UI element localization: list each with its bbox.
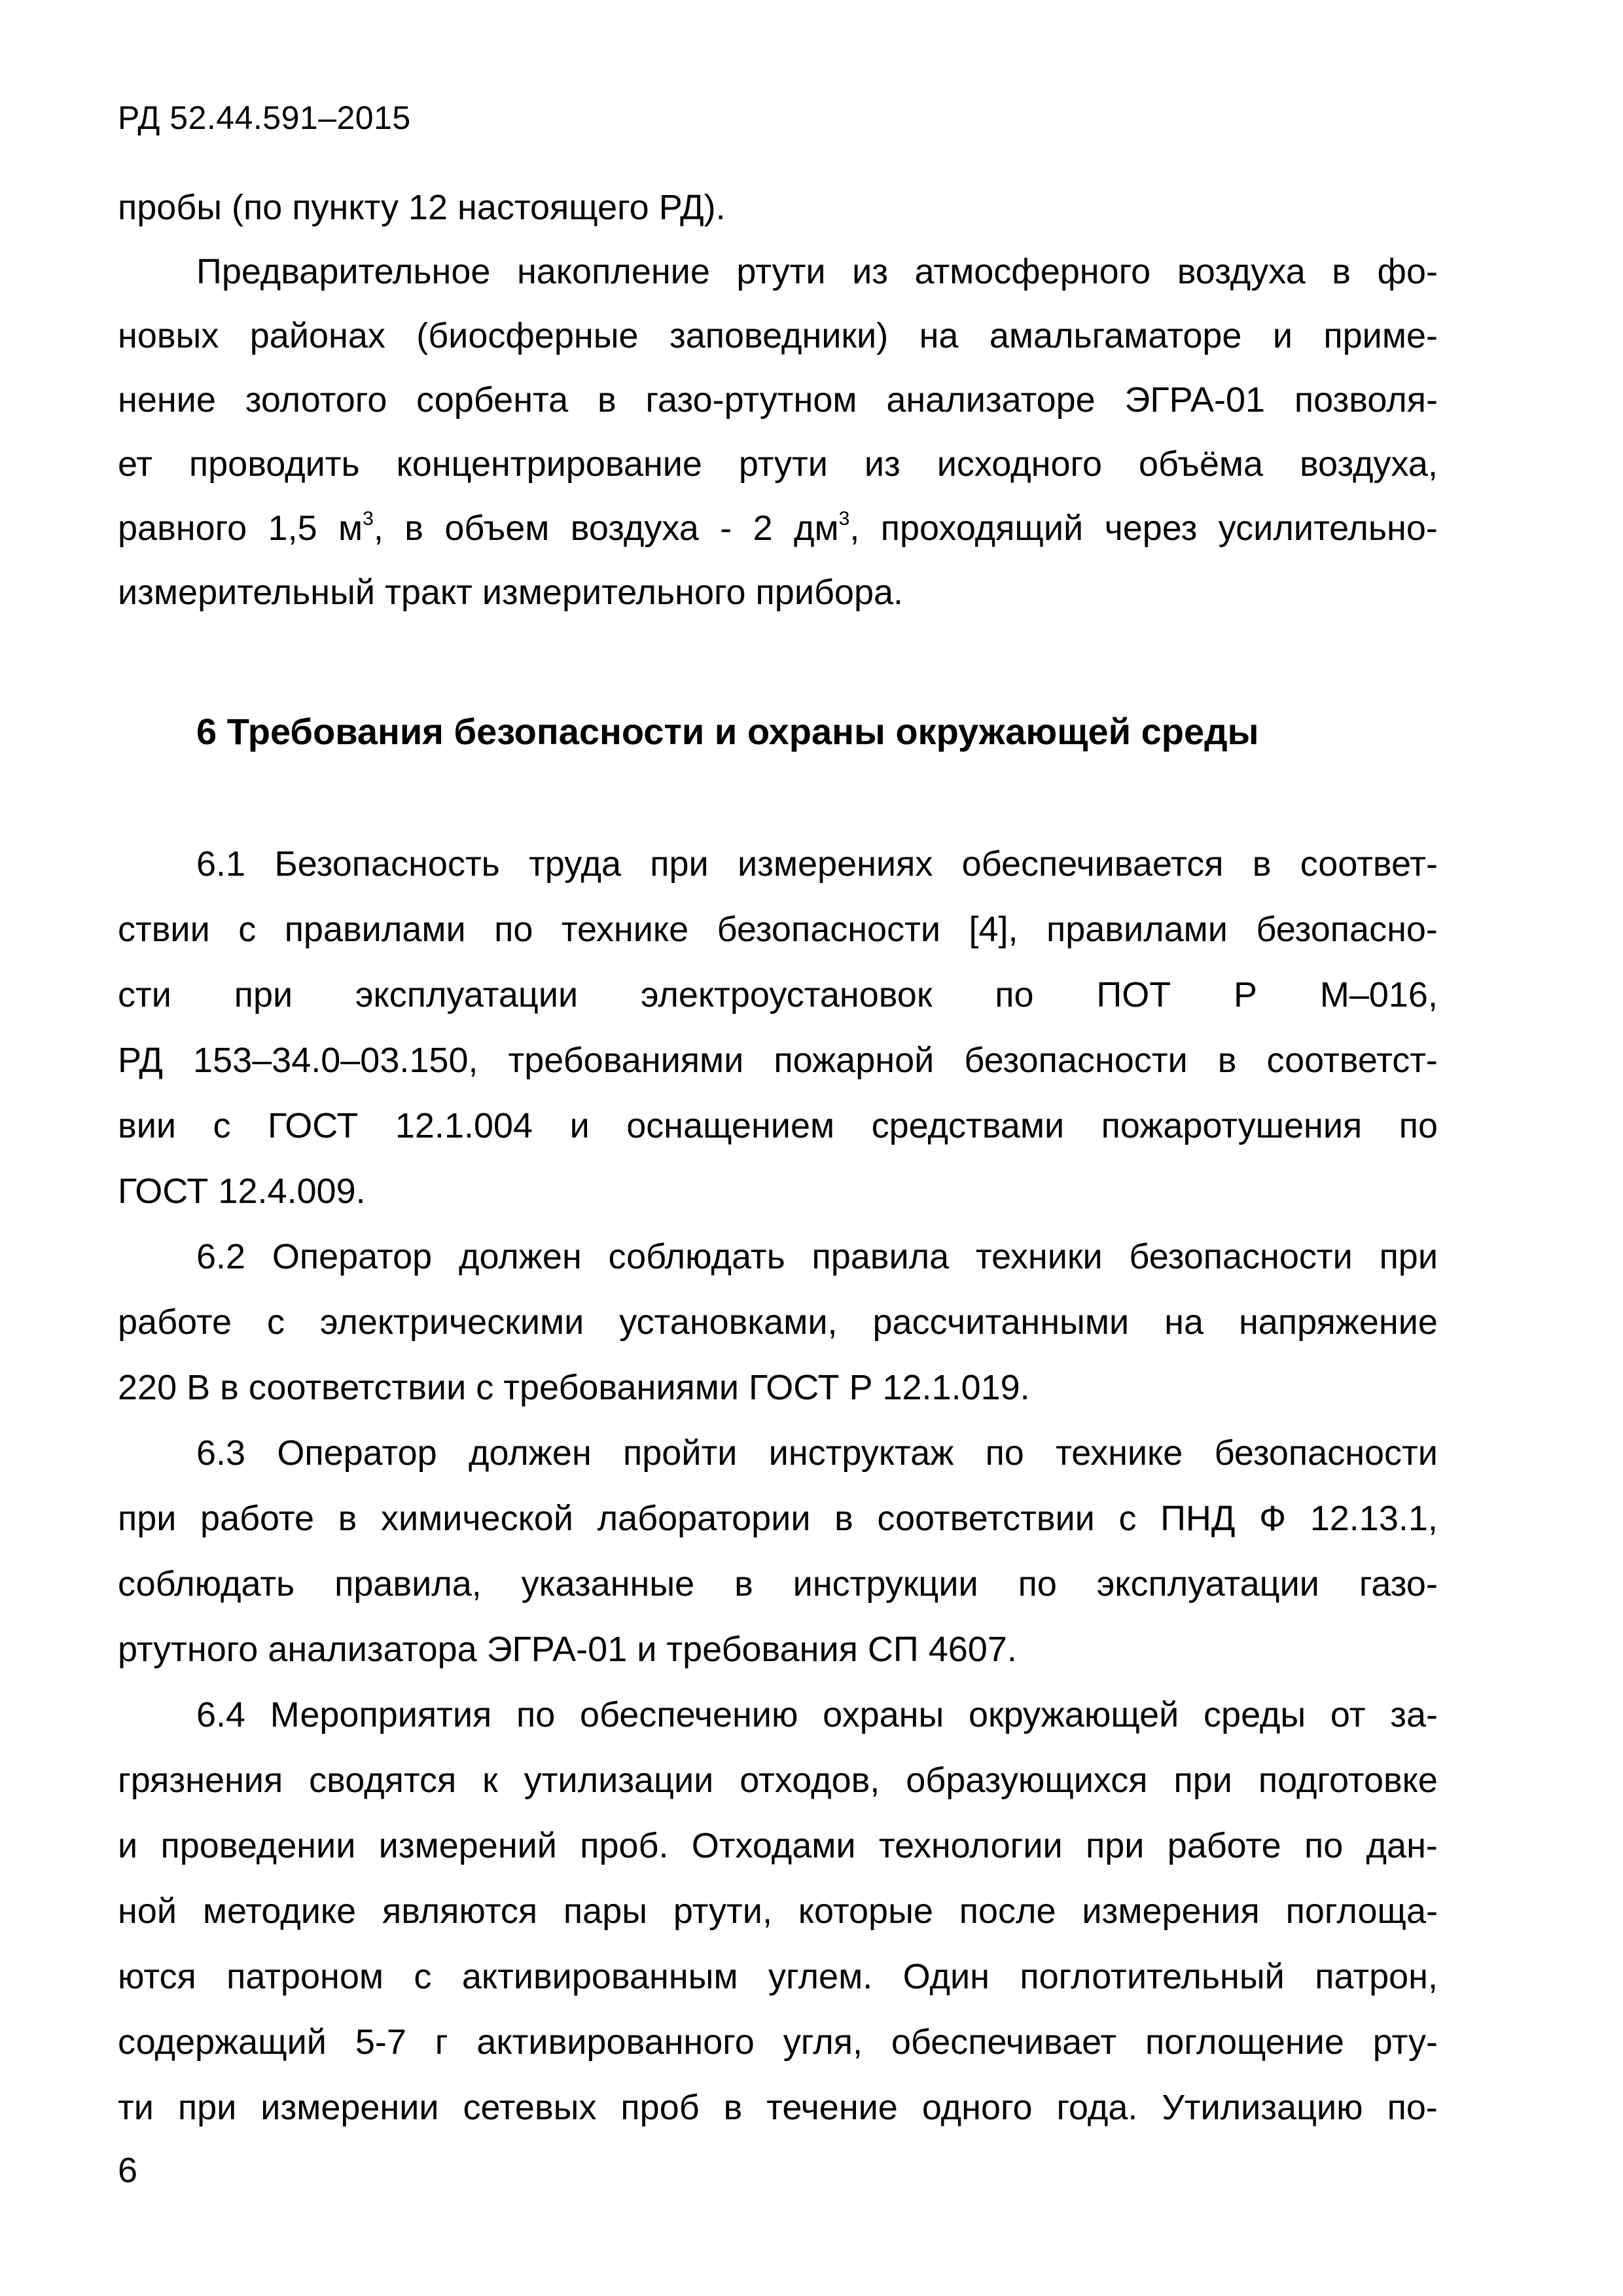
word: Оператор xyxy=(272,1237,433,1276)
word: в xyxy=(1332,252,1351,291)
text-line xyxy=(118,379,1438,421)
text-line xyxy=(118,1105,1438,1147)
word: правилами xyxy=(1046,910,1228,949)
text-line xyxy=(118,1367,1438,1408)
word: с xyxy=(1118,1499,1137,1538)
word: Р xyxy=(849,1368,873,1407)
word: безопасности xyxy=(1129,1237,1353,1276)
word: Отходами xyxy=(691,1826,856,1865)
word: пожарной xyxy=(774,1041,935,1080)
word: поглоща- xyxy=(1285,1892,1438,1931)
word: пары xyxy=(563,1892,648,1931)
word: ртутного xyxy=(118,1630,259,1669)
word: безопасно- xyxy=(1256,910,1438,949)
word: и xyxy=(637,1630,657,1669)
word: при xyxy=(118,1499,177,1538)
word: [4], xyxy=(969,910,1018,949)
word: требованиями xyxy=(503,1368,740,1407)
word: РД xyxy=(118,1041,163,1080)
word: сти xyxy=(118,975,171,1014)
section-heading: 6 Требования безопасности и охраны окружающей среды xyxy=(196,711,1259,752)
word: грязнения xyxy=(118,1761,283,1800)
text-line xyxy=(118,908,1438,950)
text-line xyxy=(118,571,1438,613)
word: - xyxy=(720,509,732,548)
word: правилами xyxy=(284,910,466,949)
word: 6.4 xyxy=(196,1695,246,1734)
word: в xyxy=(338,1499,357,1538)
word: с xyxy=(414,1957,432,1996)
word: года. xyxy=(1056,2088,1138,2127)
word: (биосферные xyxy=(416,316,639,355)
word: электрическими xyxy=(319,1302,584,1342)
word: требованиями xyxy=(508,1041,744,1080)
word: патрон, xyxy=(1315,1957,1438,1996)
text-line xyxy=(118,1170,1438,1212)
word: ствии xyxy=(118,910,210,949)
word: воздуха, xyxy=(1299,444,1438,484)
word: 12.1.004 xyxy=(395,1106,533,1145)
word: безопасности xyxy=(1214,1433,1438,1473)
word: Безопасность xyxy=(274,844,500,884)
word: лаборатории xyxy=(597,1499,811,1538)
word: соответствии xyxy=(248,1368,467,1407)
word: за- xyxy=(1390,1695,1438,1734)
word: труда xyxy=(529,844,621,884)
word: через xyxy=(1104,509,1198,548)
word: образующихся xyxy=(906,1761,1148,1800)
word: 12 xyxy=(408,188,448,227)
word: углем. xyxy=(768,1957,873,1996)
word: в xyxy=(597,380,616,420)
text-line xyxy=(118,1825,1438,1867)
word: 6.2 xyxy=(196,1237,246,1276)
word: техники xyxy=(975,1237,1103,1276)
word: объёма xyxy=(1138,444,1264,484)
word: прибора. xyxy=(755,573,904,612)
word: соответствии xyxy=(877,1499,1095,1538)
word: (по xyxy=(232,188,283,227)
word: при xyxy=(1173,1761,1232,1800)
word: среды xyxy=(1204,1695,1306,1734)
word: при xyxy=(650,844,709,884)
word: средствами xyxy=(871,1106,1065,1145)
word: безопасности xyxy=(717,910,940,949)
word: газо- xyxy=(1359,1564,1438,1604)
word: работе xyxy=(1167,1826,1281,1865)
word: одного xyxy=(921,2088,1033,2127)
word: поглощение xyxy=(1145,2022,1344,2062)
word: требования xyxy=(666,1630,858,1669)
word: ЭГРА-01 xyxy=(1124,380,1266,420)
word: измерении xyxy=(260,2088,439,2127)
word: ртути xyxy=(738,444,828,484)
word: установками, xyxy=(619,1302,838,1342)
word: сорбента xyxy=(416,380,569,420)
word: СП xyxy=(867,1630,919,1669)
word: Предварительное xyxy=(196,252,491,291)
word: нение xyxy=(118,380,216,420)
word: 1,5 xyxy=(268,509,317,548)
word: технике xyxy=(561,910,689,949)
word: обеспечивает xyxy=(891,2022,1117,2062)
word: фо- xyxy=(1377,252,1438,291)
word: из xyxy=(852,252,888,291)
word: с xyxy=(266,1302,285,1342)
text-line xyxy=(118,1301,1438,1343)
text-line xyxy=(196,1236,1438,1278)
word: сетевых xyxy=(463,2088,597,2127)
word: с xyxy=(238,910,257,949)
word: соблюдать xyxy=(118,1564,295,1604)
word: атмосферного xyxy=(914,252,1151,291)
word: воздуха xyxy=(1177,252,1306,291)
text-line xyxy=(118,1759,1438,1801)
word: по xyxy=(516,1695,556,1734)
word: позволя- xyxy=(1294,380,1438,420)
word: утилизации xyxy=(524,1761,714,1800)
word: являются xyxy=(382,1892,538,1931)
word: по xyxy=(985,1433,1024,1473)
word: при xyxy=(234,975,293,1014)
page-number: 6 xyxy=(118,2151,138,2190)
word: Утилизацию xyxy=(1162,2088,1363,2127)
word: на xyxy=(1164,1302,1204,1342)
text-line xyxy=(196,1432,1438,1474)
word: эксплуатации xyxy=(1096,1564,1319,1604)
word: химической xyxy=(380,1499,573,1538)
word: правила xyxy=(812,1237,950,1276)
word: Р xyxy=(1234,975,1258,1014)
word: вии xyxy=(118,1106,177,1145)
word: ГОСТ xyxy=(267,1106,359,1145)
word: в xyxy=(220,1368,239,1407)
word: технике xyxy=(1056,1433,1183,1473)
word: ной xyxy=(118,1892,177,1931)
word: патроном xyxy=(226,1957,383,1996)
word: обеспечивается xyxy=(961,844,1224,884)
word: соответ- xyxy=(1300,844,1438,884)
word: приме- xyxy=(1323,316,1438,355)
word: пункту xyxy=(292,188,399,227)
word: районах xyxy=(249,316,385,355)
word: г xyxy=(435,2022,448,2062)
word: работе xyxy=(200,1499,315,1538)
word: проб. xyxy=(580,1826,669,1865)
word: по xyxy=(1399,1106,1438,1145)
word: рту- xyxy=(1372,2022,1438,2062)
word: измерительного xyxy=(482,573,746,612)
document-id-header: РД 52.44.591–2015 xyxy=(118,99,411,136)
word: соответст- xyxy=(1266,1041,1438,1080)
word: угля, xyxy=(783,2022,863,2062)
word: анализатора xyxy=(268,1630,477,1669)
word: ет xyxy=(118,444,152,484)
word: измерений xyxy=(378,1826,557,1865)
word: напряжение xyxy=(1238,1302,1438,1342)
word: отходов, xyxy=(740,1761,880,1800)
word: эксплуатации xyxy=(355,975,579,1014)
word: ртути, xyxy=(673,1892,772,1931)
word: должен xyxy=(458,1237,582,1276)
word: по- xyxy=(1387,2088,1438,2127)
word: при xyxy=(1085,1826,1145,1865)
word: 4607. xyxy=(928,1630,1017,1669)
text-line xyxy=(118,1890,1438,1932)
word: методике xyxy=(202,1892,357,1931)
word: по xyxy=(995,975,1034,1014)
word: пожаротушения xyxy=(1101,1106,1363,1145)
word: указанные xyxy=(521,1564,695,1604)
text-line xyxy=(118,974,1438,1016)
word: 6.1 xyxy=(196,844,246,884)
word: поглотительный xyxy=(1020,1957,1285,1996)
word: дан- xyxy=(1366,1826,1438,1865)
word: из xyxy=(864,444,901,484)
word: инструктаж xyxy=(768,1433,954,1473)
word: в xyxy=(1252,844,1272,884)
word: 5-7 xyxy=(355,2022,406,2062)
word: 153–34.0–03.150, xyxy=(193,1041,478,1080)
word: 6.3 xyxy=(196,1433,246,1473)
word: по xyxy=(494,910,533,949)
word: анализаторе xyxy=(886,380,1096,420)
word: 12.13.1, xyxy=(1310,1499,1438,1538)
word: ПОТ xyxy=(1096,975,1171,1014)
word: ются xyxy=(118,1957,196,1996)
text-line xyxy=(118,1628,1438,1670)
word: объем xyxy=(444,509,550,548)
word: активированным xyxy=(461,1957,738,1996)
word: измерительный xyxy=(118,573,376,612)
word: $м^3$, xyxy=(338,508,383,548)
word: пробы xyxy=(118,188,223,227)
text-line xyxy=(118,1956,1438,1998)
text-line xyxy=(118,1039,1438,1081)
word: проведении xyxy=(160,1826,356,1865)
text-line xyxy=(118,1498,1438,1539)
word: новых xyxy=(118,316,219,355)
word: к xyxy=(482,1761,498,1800)
word: течение xyxy=(766,2088,898,2127)
word: технологии xyxy=(878,1826,1063,1865)
word: должен xyxy=(468,1433,592,1473)
word: при xyxy=(177,2088,237,2127)
word: в xyxy=(834,1499,853,1538)
word: оснащением xyxy=(626,1106,835,1145)
word: по xyxy=(1018,1564,1057,1604)
word: тракт xyxy=(385,573,473,612)
word: при xyxy=(1379,1237,1438,1276)
word: соблюдать xyxy=(608,1237,785,1276)
word: от xyxy=(1330,1695,1366,1734)
text-line xyxy=(118,315,1438,357)
word: ти xyxy=(118,2088,154,2127)
text-line xyxy=(118,2021,1438,2063)
word: после xyxy=(959,1892,1056,1931)
word: усилительно- xyxy=(1218,509,1438,548)
text-line xyxy=(118,1563,1438,1605)
word: электроустановок xyxy=(640,975,933,1014)
word: ГОСТ xyxy=(749,1368,840,1407)
word: М–016, xyxy=(1319,975,1438,1014)
text-line xyxy=(196,251,1438,293)
word: обеспечению xyxy=(579,1695,798,1734)
word: проходящий xyxy=(880,509,1084,548)
word: сводятся xyxy=(309,1761,457,1800)
word: ГОСТ xyxy=(118,1172,209,1211)
word: на xyxy=(919,316,959,355)
word: инструкции xyxy=(793,1564,978,1604)
word: накопление xyxy=(516,252,710,291)
word: Ф xyxy=(1259,1499,1287,1538)
word: и xyxy=(569,1106,590,1145)
word: золотого xyxy=(245,380,387,420)
word: в xyxy=(1217,1041,1237,1080)
word: $дм^3$, xyxy=(794,508,860,548)
word: правила, xyxy=(334,1564,482,1604)
word: которые xyxy=(798,1892,933,1931)
word: измерения xyxy=(1082,1892,1260,1931)
word: и xyxy=(118,1826,138,1865)
word: в xyxy=(723,2088,743,2127)
word: 12.4.009. xyxy=(218,1172,366,1211)
word: с xyxy=(476,1368,494,1407)
word: Один xyxy=(902,1957,990,1996)
word: амальгаматоре xyxy=(989,316,1242,355)
word: работе xyxy=(118,1302,232,1342)
word: содержащий xyxy=(118,2022,327,2062)
word: и xyxy=(1272,316,1293,355)
word: рассчитанными xyxy=(872,1302,1130,1342)
word: 220 xyxy=(118,1368,177,1407)
word: измерениях xyxy=(737,844,933,884)
word: Оператор xyxy=(277,1433,437,1473)
text-line xyxy=(196,843,1438,885)
word: окружающей xyxy=(968,1695,1179,1734)
text-line xyxy=(118,443,1438,485)
word: в xyxy=(404,509,423,548)
word: 2 xyxy=(753,509,773,548)
word: безопасности xyxy=(964,1041,1188,1080)
word: концентрирование xyxy=(396,444,702,484)
word: по xyxy=(1304,1826,1344,1865)
word: ЭГРА-01 xyxy=(486,1630,628,1669)
word: с xyxy=(213,1106,231,1145)
word: проводить xyxy=(188,444,360,484)
word: Мероприятия xyxy=(270,1695,492,1734)
word: воздуха xyxy=(570,509,699,548)
word: исходного xyxy=(936,444,1103,484)
word: РД). xyxy=(658,188,726,227)
word: охраны xyxy=(823,1695,944,1734)
word: заповедники) xyxy=(669,316,889,355)
text-line xyxy=(196,1694,1438,1736)
word: в xyxy=(734,1564,753,1604)
word: В xyxy=(187,1368,211,1407)
word: ртути xyxy=(736,252,826,291)
text-line xyxy=(118,507,1438,549)
word: пройти xyxy=(623,1433,738,1473)
word: равного xyxy=(118,509,247,548)
word: 12.1.019. xyxy=(882,1368,1030,1407)
word: проб xyxy=(620,2088,700,2127)
word: подготовке xyxy=(1258,1761,1438,1800)
word: активированного xyxy=(476,2022,755,2062)
text-line xyxy=(118,2087,1438,2128)
word: газо-ртутном xyxy=(645,380,857,420)
word: ПНД xyxy=(1160,1499,1236,1538)
text-line xyxy=(118,187,1438,228)
word: настоящего xyxy=(457,188,649,227)
